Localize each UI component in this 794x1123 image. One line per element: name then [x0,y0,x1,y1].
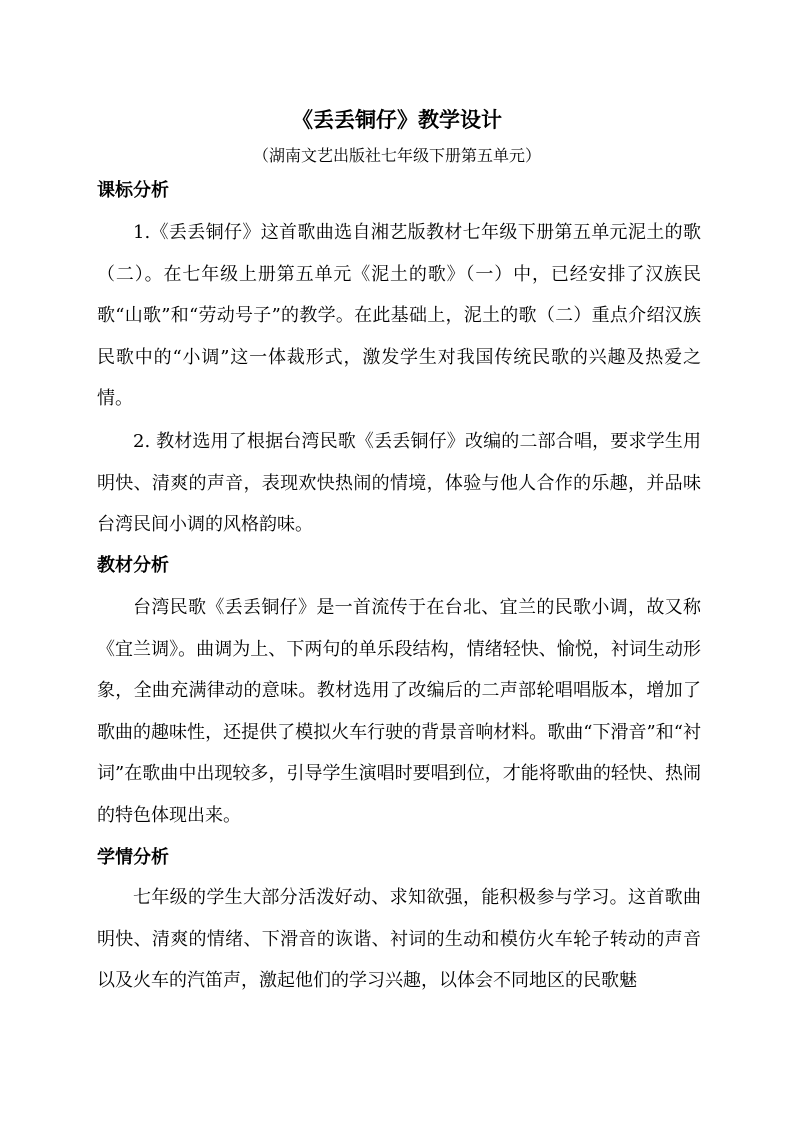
section-heading-learner-analysis: 学情分析 [97,847,169,868]
curriculum-analysis-paragraph-1: 1.《丢丢铜仔》这首歌曲选自湘艺版教材七年级下册第五单元泥土的歌（二）。在七年级上册第五单元《泥土的歌》（一）中，已经安排了汉族民歌“山歌”和“劳动号子”的教学。在此基础上，泥土的歌（二）重点介绍汉族民歌中的“小调”这一体裁形式，激发学生对我国传统民歌的兴趣及热爱之情。 [97,222,701,410]
document-title: 《丢丢铜仔》教学设计 [292,107,502,132]
curriculum-analysis-paragraph-2: 2. 教材选用了根据台湾民歌《丢丢铜仔》改编的二部合唱，要求学生用明快、清爽的声音，表现欢快热闹的情境，体验与他人合作的乐趣，并品味台湾民间小调的风格韵味。 [97,431,701,536]
section-heading-textbook-analysis: 教材分析 [97,555,169,576]
learner-analysis-paragraph: 七年级的学生大部分活泼好动、求知欲强，能积极参与学习。这首歌曲明快、清爽的情绪、下滑音的诙谐、衬词的生动和模仿火车轮子转动的声音以及火车的汽笛声，激起他们的学习兴趣，以体会不同地区的民歌魅 [97,887,701,992]
textbook-analysis-paragraph: 台湾民歌《丢丢铜仔》是一首流传于在台北、宜兰的民歌小调，故又称《宜兰调》。曲调为上、下两句的单乐段结构，情绪轻快、愉悦，衬词生动形象，全曲充满律动的意味。教材选用了改编后的二声部轮唱唱版本，增加了歌曲的趣味性，还提供了模拟火车行驶的背景音响材料。歌曲“下滑音”和“衬词”在歌曲中出现较多，引导学生演唱时要唱到位，才能将歌曲的轻快、热闹的特色体现出来。 [97,597,701,826]
section-heading-curriculum-analysis: 课标分析 [97,180,169,201]
document-subtitle: （湖南文艺出版社七年级下册第五单元） [252,146,541,165]
